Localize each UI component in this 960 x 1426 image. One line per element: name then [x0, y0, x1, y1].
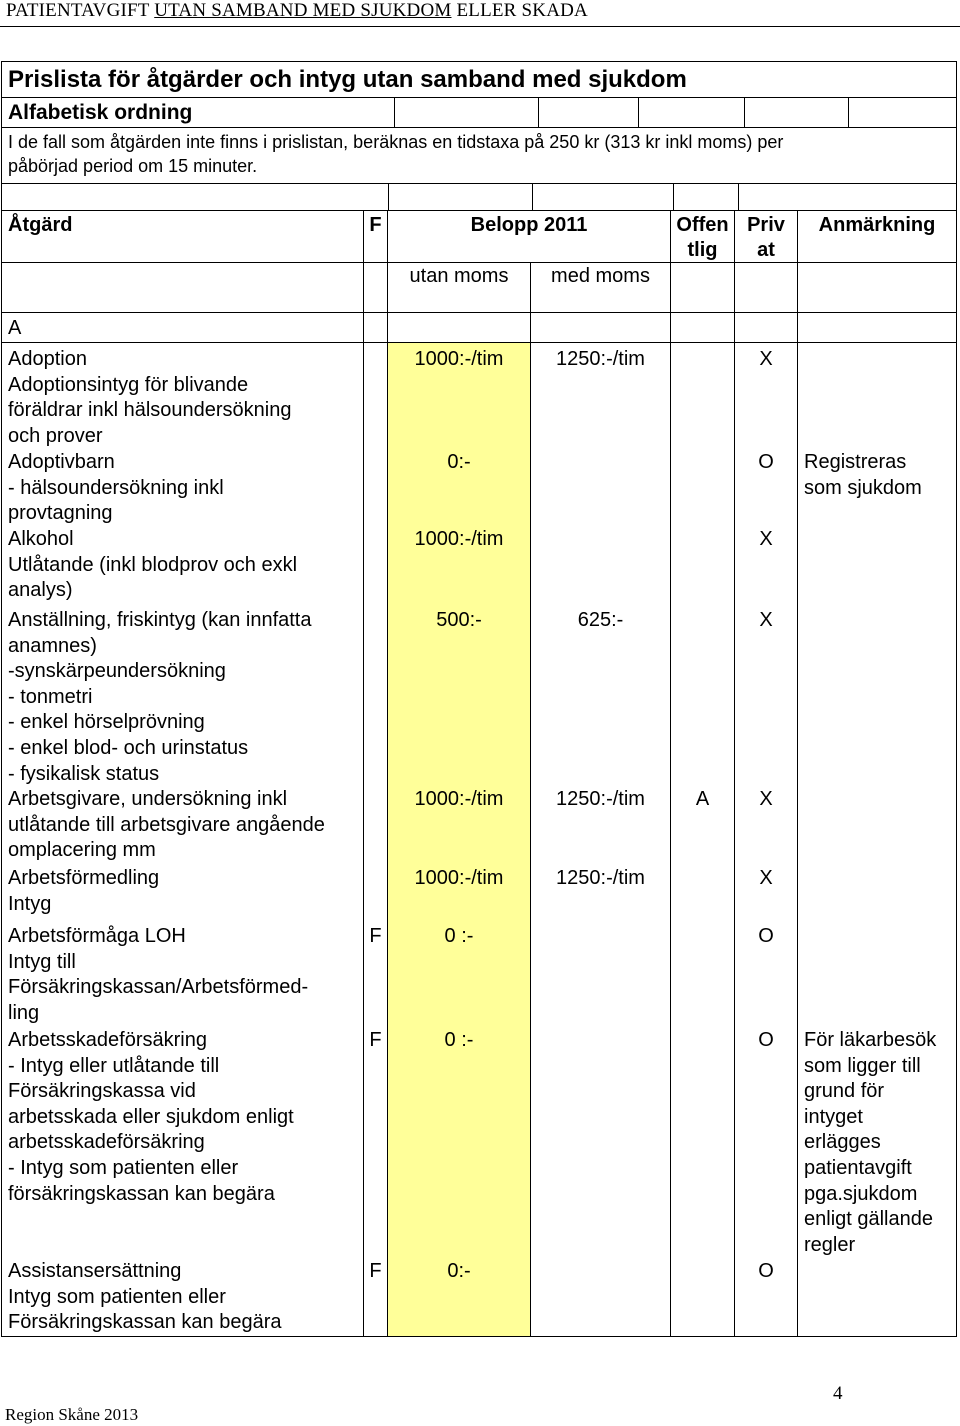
anmarkning-line: Registreras	[804, 451, 907, 473]
atgard-cell	[2, 523, 364, 602]
document-title: Prislista för åtgärder och intyg utan samband med sjukdom	[1, 62, 957, 98]
offentlig-cell	[671, 922, 735, 1026]
utan-moms-cell: 0:-	[388, 1257, 531, 1336]
utan-moms-cell: 1000:-/tim	[388, 523, 531, 602]
atgard-cell	[2, 864, 364, 922]
offentlig-cell	[671, 523, 735, 602]
atgard-cell	[2, 446, 364, 523]
page-header-part3: ELLER SKADA	[456, 0, 588, 21]
anmarkning-cell	[798, 864, 956, 922]
atgard-line: Assistansersättning	[8, 1260, 182, 1282]
utan-moms-cell: 1000:-/tim	[388, 343, 531, 446]
price-list-table	[1, 61, 957, 1337]
atgard-line: - hälsoundersökning inkl	[8, 476, 224, 499]
tariff-note-line1: I de fall som åtgärden inte finns i prislistan, beräknas en tidstaxa på 250 kr (313 kr inkl moms) per	[8, 132, 784, 152]
anmarkning-line: För läkarbesök	[804, 1029, 937, 1051]
page-header-part2: UTAN SAMBAND MED SJUKDOM	[154, 0, 452, 21]
offentlig-cell	[671, 602, 735, 785]
med-moms-cell: 1250:-/tim	[531, 785, 671, 864]
atgard-cell	[2, 922, 364, 1026]
atgard-line: Utlåtande (inkl blodprov och exkl	[8, 553, 298, 576]
atgard-cell	[2, 785, 364, 864]
atgard-line: försäkringskassan kan begära	[8, 1182, 275, 1205]
atgard-cell	[2, 1026, 364, 1257]
footer-region: Region Skåne 2013	[5, 1405, 139, 1424]
atgard-line: Adoptivbarn	[8, 451, 115, 473]
atgard-line: Arbetsskadeförsäkring	[8, 1029, 207, 1051]
atgard-line: - Intyg som patienten eller	[8, 1156, 239, 1179]
f-cell	[364, 785, 388, 864]
page-header	[6, 0, 588, 22]
table-row	[1, 523, 957, 602]
header-f: F	[364, 211, 388, 262]
privat-cell: O	[735, 1026, 798, 1257]
atgard-line: Försäkringskassan/Arbetsförmed-	[8, 976, 309, 999]
tariff-note	[1, 128, 957, 184]
table-subheader	[1, 263, 957, 313]
table-row	[1, 1026, 957, 1257]
utan-moms-cell: 500:-	[388, 602, 531, 785]
atgard-line: Intyg	[8, 892, 52, 915]
atgard-line: analys)	[8, 579, 73, 602]
anmarkning-line: enligt gällande	[804, 1208, 933, 1231]
spacer-row	[1, 184, 957, 211]
utan-moms-cell: 0 :-	[388, 1026, 531, 1257]
f-cell	[364, 446, 388, 523]
atgard-line: och prover	[8, 424, 103, 447]
atgard-line: - enkel blod- och urinstatus	[8, 736, 249, 759]
atgard-line: -synskärpeundersökning	[8, 660, 226, 683]
anmarkning-cell	[798, 785, 956, 864]
page-header-part1: PATIENTAVGIFT	[6, 0, 150, 21]
header-anmarkning: Anmärkning	[818, 214, 936, 236]
privat-cell: O	[735, 922, 798, 1026]
table-body	[1, 343, 957, 1337]
atgard-line: Intyg som patienten eller	[8, 1285, 226, 1308]
atgard-cell	[2, 1257, 364, 1336]
anmarkning-cell	[798, 602, 956, 785]
atgard-line: - fysikalisk status	[8, 762, 160, 785]
anmarkning-line: som sjukdom	[804, 476, 922, 499]
atgard-line: föräldrar inkl hälsoundersökning	[8, 399, 292, 422]
alphabetical-row	[1, 98, 957, 128]
atgard-line: - tonmetri	[8, 685, 93, 708]
f-cell: F	[364, 1257, 388, 1336]
alphabetical-label: Alfabetisk ordning	[2, 98, 395, 127]
table-header	[1, 211, 957, 263]
med-moms-cell	[531, 1257, 671, 1336]
med-moms-cell	[531, 922, 671, 1026]
privat-cell: O	[735, 1257, 798, 1336]
header-privat: Priv at	[735, 211, 798, 262]
letter-row	[1, 313, 957, 343]
privat-cell: X	[735, 864, 798, 922]
header-rule	[0, 26, 960, 27]
anmarkning-cell	[798, 1026, 956, 1257]
atgard-line: omplacering mm	[8, 839, 156, 862]
table-row	[1, 446, 957, 523]
atgard-line: Försäkringskassa vid	[8, 1080, 196, 1103]
offentlig-cell: A	[671, 785, 735, 864]
header-utan-moms: utan moms	[388, 263, 531, 312]
atgard-line: Försäkringskassan kan begära	[8, 1311, 282, 1334]
letter-heading: A	[2, 313, 364, 342]
table-row	[1, 1257, 957, 1337]
atgard-line: Intyg till	[8, 950, 76, 973]
privat-cell: X	[735, 602, 798, 785]
med-moms-cell: 1250:-/tim	[531, 343, 671, 446]
atgard-cell	[2, 602, 364, 785]
atgard-line: Anställning, friskintyg (kan innfatta	[8, 609, 312, 631]
table-row	[1, 864, 957, 922]
atgard-line: arbetsskada eller sjukdom enligt	[8, 1105, 294, 1128]
header-med-moms: med moms	[531, 263, 671, 312]
atgard-line: - Intyg eller utlåtande till	[8, 1054, 220, 1077]
atgard-cell	[2, 343, 364, 446]
table-row	[1, 602, 957, 785]
header-offentlig: Offen tlig	[671, 211, 735, 262]
privat-cell: X	[735, 523, 798, 602]
atgard-line: Adoption	[8, 348, 87, 370]
page-number: 4	[833, 1383, 843, 1404]
table-row	[1, 922, 957, 1026]
offentlig-cell	[671, 1257, 735, 1336]
anmarkning-line: som ligger till	[804, 1054, 921, 1077]
f-cell	[364, 523, 388, 602]
atgard-line: Alkohol	[8, 528, 74, 550]
anmarkning-cell	[798, 523, 956, 602]
anmarkning-line: erlägges	[804, 1131, 881, 1154]
utan-moms-cell: 1000:-/tim	[388, 785, 531, 864]
utan-moms-cell: 0 :-	[388, 922, 531, 1026]
f-cell	[364, 343, 388, 446]
atgard-line: Arbetsförmåga LOH	[8, 925, 186, 947]
offentlig-cell	[671, 1026, 735, 1257]
table-row	[1, 785, 957, 864]
offentlig-cell	[671, 446, 735, 523]
atgard-line: Arbetsförmedling	[8, 867, 160, 889]
anmarkning-line: pga.sjukdom	[804, 1182, 918, 1205]
utan-moms-cell: 0:-	[388, 446, 531, 523]
privat-cell: O	[735, 446, 798, 523]
atgard-line: anamnes)	[8, 634, 97, 657]
header-belopp: Belopp 2011	[388, 211, 671, 262]
utan-moms-cell: 1000:-/tim	[388, 864, 531, 922]
atgard-line: utlåtande till arbetsgivare angående	[8, 813, 325, 836]
offentlig-cell	[671, 343, 735, 446]
med-moms-cell	[531, 446, 671, 523]
atgard-line: provtagning	[8, 502, 113, 525]
atgard-line: Adoptionsintyg för blivande	[8, 373, 249, 396]
anmarkning-cell	[798, 343, 956, 446]
offentlig-cell	[671, 864, 735, 922]
f-cell: F	[364, 922, 388, 1026]
med-moms-cell	[531, 523, 671, 602]
atgard-line: - enkel hörselprövning	[8, 711, 205, 734]
privat-cell: X	[735, 785, 798, 864]
atgard-line: ling	[8, 1001, 40, 1024]
anmarkning-cell	[798, 922, 956, 1026]
f-cell	[364, 864, 388, 922]
anmarkning-line: grund för	[804, 1080, 885, 1103]
f-cell	[364, 602, 388, 785]
med-moms-cell	[531, 1026, 671, 1257]
anmarkning-line: patientavgift	[804, 1156, 912, 1179]
anmarkning-line: intyget	[804, 1105, 863, 1128]
table-row	[1, 343, 957, 446]
f-cell: F	[364, 1026, 388, 1257]
header-atgard: Åtgärd	[2, 211, 364, 262]
med-moms-cell: 625:-	[531, 602, 671, 785]
med-moms-cell: 1250:-/tim	[531, 864, 671, 922]
atgard-line: Arbetsgivare, undersökning inkl	[8, 788, 288, 810]
atgard-line: arbetsskadeförsäkring	[8, 1131, 205, 1154]
anmarkning-cell	[798, 1257, 956, 1336]
privat-cell: X	[735, 343, 798, 446]
anmarkning-cell	[798, 446, 956, 523]
anmarkning-line: regler	[804, 1233, 856, 1256]
tariff-note-line2: påbörjad period om 15 minuter.	[8, 156, 258, 176]
